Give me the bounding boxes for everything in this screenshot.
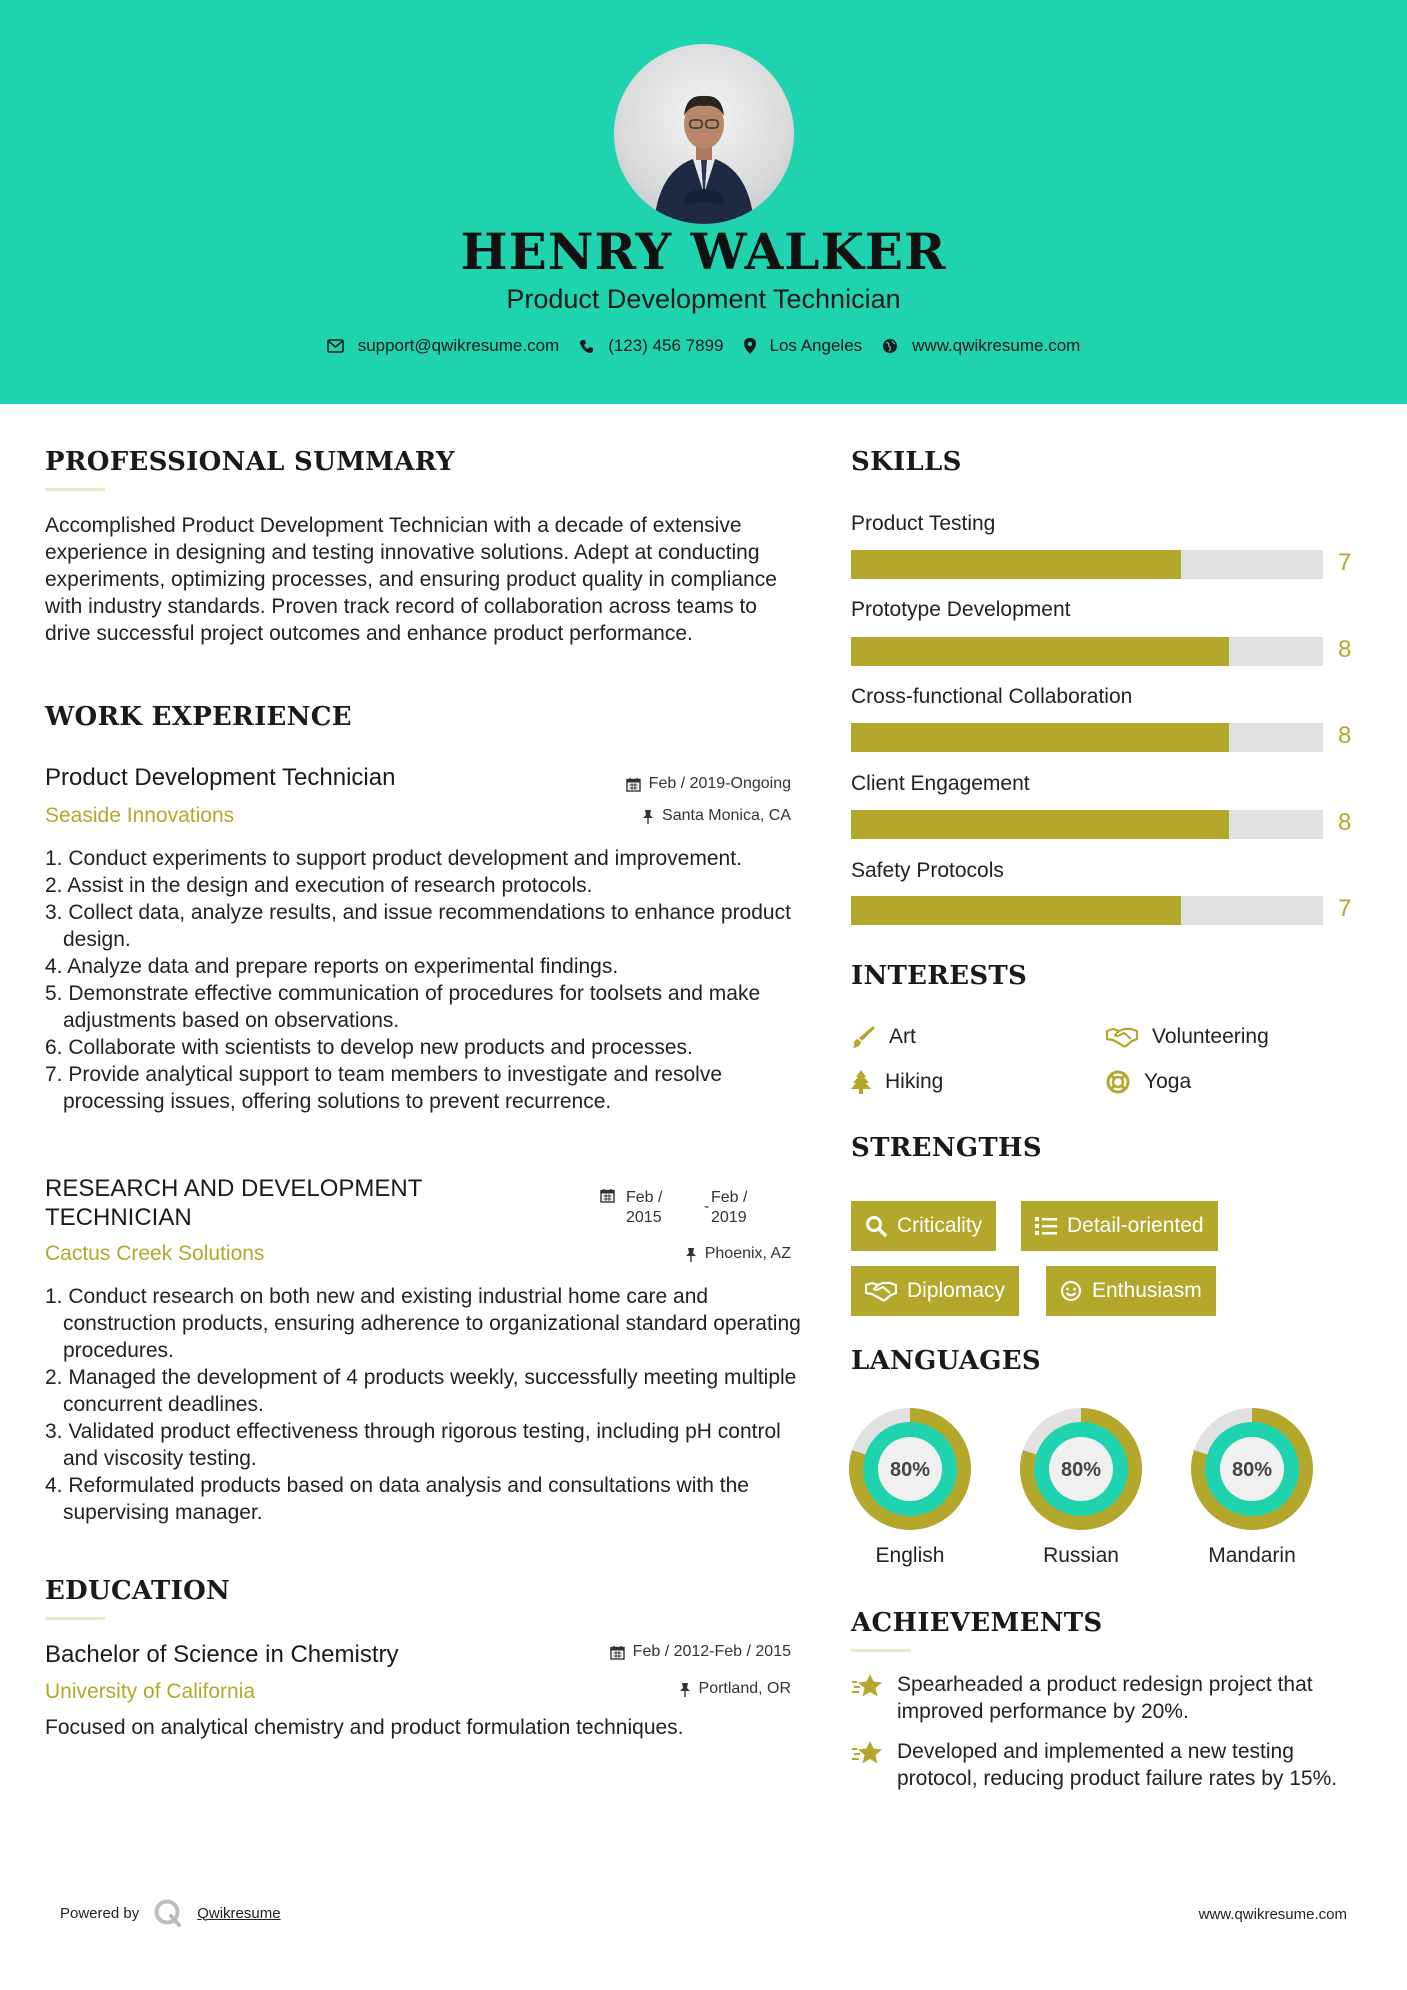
list-item: 6. Collaborate with scientists to develop new products and processes. bbox=[45, 1036, 693, 1059]
skill-bar bbox=[851, 896, 1323, 925]
job-date-end: Feb / 2019 bbox=[711, 1189, 748, 1226]
skill-level: 8 bbox=[1338, 636, 1352, 663]
qwikresume-logo-icon bbox=[153, 1898, 183, 1928]
skill-bar bbox=[851, 810, 1323, 839]
list-item: 3. Validated product effectiveness through rigorous testing, including pH control and viscosity testing. bbox=[45, 1420, 781, 1470]
language-percent: 80% bbox=[889, 1459, 931, 1481]
language-name: Russian bbox=[1043, 1544, 1119, 1567]
pushpin-icon bbox=[685, 1247, 697, 1262]
resume-header bbox=[0, 0, 1407, 404]
globe-icon bbox=[882, 338, 898, 354]
skill-level: 7 bbox=[1338, 549, 1352, 576]
skill-bar-fill bbox=[851, 637, 1229, 666]
strength-label: Detail-oriented bbox=[1067, 1214, 1204, 1237]
degree-title: Bachelor of Science in Chemistry bbox=[45, 1641, 399, 1668]
job-date-start: Feb / 2015 bbox=[626, 1189, 663, 1226]
language-name: Mandarin bbox=[1208, 1544, 1296, 1567]
list-item: 1. Conduct research on both new and existing industrial home care and construction products, ensuring adherence to organizational standard operating procedures. bbox=[45, 1285, 801, 1362]
company-name: Seaside Innovations bbox=[45, 804, 235, 827]
calendar-icon bbox=[626, 777, 641, 792]
job-location-text: Santa Monica, CA bbox=[662, 807, 791, 824]
search-icon bbox=[865, 1215, 887, 1237]
job-date bbox=[626, 775, 791, 793]
tree-icon bbox=[851, 1070, 871, 1094]
strength-label: Diplomacy bbox=[907, 1279, 1006, 1302]
skill-level: 8 bbox=[1338, 809, 1352, 836]
list-item: 1. Conduct experiments to support product development and improvement. bbox=[45, 847, 742, 870]
strength-tag bbox=[851, 1201, 996, 1251]
company-name: Cactus Creek Solutions bbox=[45, 1242, 265, 1265]
education-description: Focused on analytical chemistry and product formulation techniques. bbox=[45, 1716, 684, 1739]
job-title: Product Development Technician bbox=[45, 764, 396, 791]
candidate-role: Product Development Technician bbox=[506, 284, 901, 314]
profile-photo bbox=[614, 44, 794, 224]
interest-label: Yoga bbox=[1144, 1070, 1192, 1093]
phone-icon bbox=[579, 339, 594, 354]
smile-icon bbox=[1060, 1280, 1082, 1302]
list-item: 5. Demonstrate effective communication of procedures for toolsets and make adjustments based on observations. bbox=[45, 982, 761, 1032]
skill-bar bbox=[851, 637, 1323, 666]
list-item: 4. Reformulated products based on data analysis and consultations with the supervising manager. bbox=[45, 1474, 749, 1524]
achievement-text: Spearheaded a product redesign project that improved performance by 20%. bbox=[897, 1673, 1313, 1723]
skill-level: 7 bbox=[1338, 895, 1352, 922]
skill-name: Product Testing bbox=[851, 512, 996, 535]
calendar-icon bbox=[600, 1188, 615, 1203]
skill-level: 8 bbox=[1338, 722, 1352, 749]
education-date-text: Feb / 2012-Feb / 2015 bbox=[632, 1643, 791, 1660]
summary-divider bbox=[45, 488, 105, 491]
language-ring bbox=[1191, 1408, 1313, 1530]
skill-name: Safety Protocols bbox=[851, 859, 1004, 882]
contact-location bbox=[744, 336, 863, 356]
map-pin-icon bbox=[744, 338, 756, 354]
job-date-separator: - bbox=[704, 1198, 710, 1215]
contact-phone[interactable] bbox=[579, 336, 723, 356]
language-percent: 80% bbox=[1231, 1459, 1273, 1481]
job-date-text: Feb / 2019-Ongoing bbox=[648, 775, 791, 792]
interest-label: Volunteering bbox=[1152, 1025, 1269, 1048]
skill-bar-fill bbox=[851, 550, 1181, 579]
star-badge-icon bbox=[851, 1673, 883, 1699]
pushpin-icon bbox=[642, 809, 654, 824]
job-location-text: Phoenix, AZ bbox=[704, 1245, 791, 1262]
school-name: University of California bbox=[45, 1680, 256, 1703]
candidate-name: HENRY WALKER bbox=[460, 222, 947, 281]
skill-bar bbox=[851, 550, 1323, 579]
paintbrush-icon bbox=[851, 1025, 875, 1049]
strength-tag bbox=[851, 1266, 1019, 1316]
strengths-heading: STRENGTHS bbox=[851, 1133, 1042, 1163]
powered-by-label: Powered by bbox=[60, 1904, 140, 1922]
skill-bar-fill bbox=[851, 723, 1229, 752]
education-date bbox=[610, 1643, 791, 1661]
strength-tag bbox=[1046, 1266, 1216, 1316]
summary-heading: PROFESSIONAL SUMMARY bbox=[45, 447, 455, 477]
achievements-divider bbox=[851, 1649, 911, 1652]
list-item: 2. Managed the development of 4 products weekly, successfully meeting multiple concurrent deadlines. bbox=[45, 1366, 797, 1416]
skill-name: Client Engagement bbox=[851, 772, 1030, 795]
education-location-text: Portland, OR bbox=[698, 1680, 791, 1697]
calendar-icon bbox=[610, 1645, 625, 1660]
achievements-heading: ACHIEVEMENTS bbox=[851, 1608, 1103, 1638]
job-title: RESEARCH AND DEVELOPMENT TECHNICIAN bbox=[45, 1175, 422, 1231]
contact-website[interactable] bbox=[882, 336, 1080, 356]
language-name: English bbox=[875, 1544, 945, 1567]
interest-item bbox=[851, 1070, 943, 1094]
skill-bar-fill bbox=[851, 896, 1181, 925]
achievement-item bbox=[851, 1738, 1371, 1792]
skill-name: Prototype Development bbox=[851, 598, 1071, 621]
experience-heading: WORK EXPERIENCE bbox=[45, 702, 352, 732]
star-badge-icon bbox=[851, 1740, 883, 1766]
languages-heading: LANGUAGES bbox=[851, 1346, 1041, 1376]
summary-text: Accomplished Product Development Technician with a decade of extensive experience in designing and testing innovative solutions. Adept at conducting experiments, optimizing processes, and ensuring product quality in compliance with industry standards. Proven track record of collaboration across teams to drive successful project outcomes and enhance product performance. bbox=[45, 514, 777, 645]
handshake-icon bbox=[1106, 1026, 1138, 1048]
interest-item bbox=[851, 1025, 916, 1049]
education-location bbox=[679, 1680, 791, 1698]
list-item: 4. Analyze data and prepare reports on experimental findings. bbox=[45, 955, 619, 978]
phone-text: (123) 456 7899 bbox=[608, 336, 724, 355]
lifering-icon bbox=[1106, 1070, 1130, 1094]
skill-bar bbox=[851, 723, 1323, 752]
pushpin-icon bbox=[679, 1682, 691, 1697]
interests-heading: INTERESTS bbox=[851, 961, 1028, 991]
skill-bar-fill bbox=[851, 810, 1229, 839]
language-ring bbox=[1020, 1408, 1142, 1530]
website-text: www.qwikresume.com bbox=[912, 336, 1081, 355]
interest-item bbox=[1106, 1025, 1269, 1049]
email-text: support@qwikresume.com bbox=[357, 336, 560, 355]
achievement-item bbox=[851, 1671, 1371, 1725]
achievement-text: Developed and implemented a new testing protocol, reducing product failure rates by 15%. bbox=[897, 1740, 1338, 1790]
footer-url[interactable]: www.qwikresume.com bbox=[1198, 1906, 1347, 1923]
strength-label: Criticality bbox=[897, 1214, 983, 1237]
job-date bbox=[600, 1188, 615, 1203]
education-divider bbox=[45, 1617, 105, 1620]
location-text: Los Angeles bbox=[769, 336, 863, 355]
list-item: 7. Provide analytical support to team members to investigate and resolve processing issues, offering solutions to prevent recurrence. bbox=[45, 1063, 723, 1113]
language-percent: 80% bbox=[1060, 1459, 1102, 1481]
job-location bbox=[642, 807, 791, 825]
interest-label: Art bbox=[889, 1025, 916, 1048]
handshake-icon bbox=[865, 1280, 897, 1302]
education-heading: EDUCATION bbox=[45, 1576, 231, 1606]
contact-bar bbox=[0, 336, 1407, 356]
job-responsibilities bbox=[45, 845, 805, 1115]
list-icon bbox=[1035, 1216, 1057, 1236]
language-ring bbox=[849, 1408, 971, 1530]
footer-powered-by bbox=[60, 1898, 281, 1928]
list-item: 3. Collect data, analyze results, and issue recommendations to enhance product design. bbox=[45, 901, 791, 951]
interest-label: Hiking bbox=[885, 1070, 944, 1093]
contact-email[interactable] bbox=[327, 336, 560, 356]
list-item: 2. Assist in the design and execution of research protocols. bbox=[45, 874, 593, 897]
skills-heading: SKILLS bbox=[851, 447, 962, 477]
job-responsibilities bbox=[45, 1283, 805, 1526]
envelope-icon bbox=[327, 339, 344, 353]
strength-tag bbox=[1021, 1201, 1218, 1251]
job-location bbox=[685, 1245, 791, 1263]
skill-name: Cross-functional Collaboration bbox=[851, 685, 1133, 708]
interest-item bbox=[1106, 1070, 1191, 1094]
strength-label: Enthusiasm bbox=[1092, 1279, 1202, 1302]
qwikresume-link[interactable]: Qwikresume bbox=[197, 1904, 281, 1922]
